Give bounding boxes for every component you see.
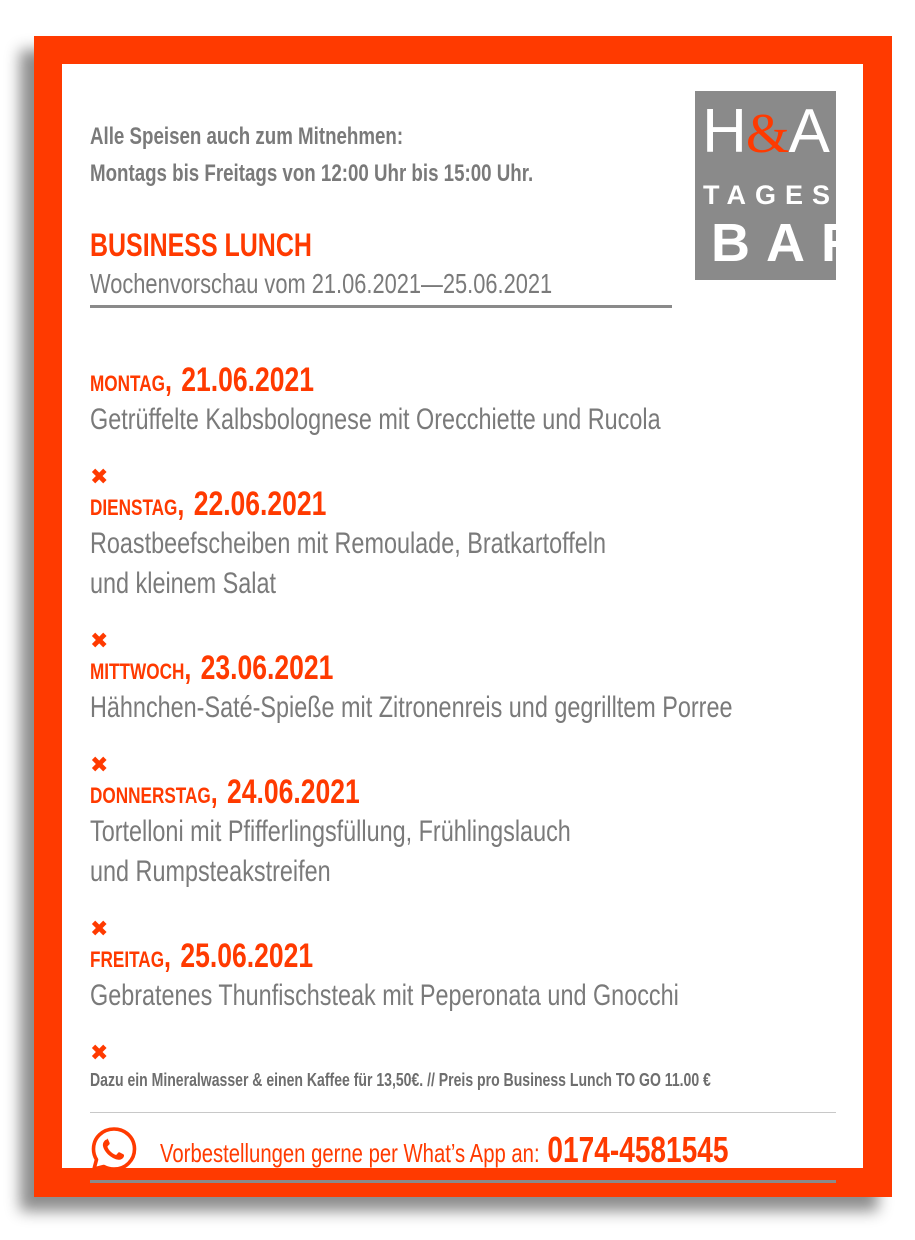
whatsapp-icon[interactable] xyxy=(90,1125,138,1173)
logo-tages: TAGES xyxy=(703,180,840,210)
day-date: 24.06.2021 xyxy=(227,773,360,811)
logo-bar: BAR xyxy=(711,213,876,273)
price-note: Dazu ein Mineralwasser & einen Kaffee für 13,50€. // Preis pro Business Lunch TO GO 11.00 € xyxy=(90,1070,711,1090)
takeaway-line-2: Montags bis Freitags von 12:00 Uhr bis 15:00 Uhr. xyxy=(90,160,534,187)
dish-line: Hähnchen-Saté-Spieße mit Zitronenreis und gegrilltem Porree xyxy=(90,691,733,724)
footer-divider xyxy=(90,1112,836,1113)
day-name: DIENSTAG xyxy=(90,495,178,520)
day-date: 22.06.2021 xyxy=(193,485,327,523)
day-monday: MONTAG, 21.06.2021 Getrüffelte Kalbsbolognese mit Orecchiette und Rucola xyxy=(90,360,822,440)
phone-number[interactable]: 0174-4581545 xyxy=(547,1129,729,1170)
dish-line: Tortelloni mit Pfifferlingsfüllung, Frühlingslauch xyxy=(90,815,571,848)
takeaway-line-1: Alle Speisen auch zum Mitnehmen: xyxy=(90,123,404,150)
separator-icon: ✖ xyxy=(90,1040,109,1065)
separator-icon: ✖ xyxy=(90,916,109,941)
menu-card xyxy=(62,64,876,1170)
week-preview: Wochenvorschau vom 21.06.2021—25.06.2021 xyxy=(90,268,553,299)
bottom-divider xyxy=(90,1180,836,1183)
separator-icon: ✖ xyxy=(90,464,109,489)
dish-line: Gebratenes Thunfischsteak mit Peperonata und Gnocchi xyxy=(90,979,679,1012)
separator-icon: ✖ xyxy=(90,628,109,653)
logo xyxy=(695,91,876,280)
day-thursday: DONNERSTAG, 24.06.2021 Tortelloni mit Pfifferlingsfüllung, Frühlingslauch und Rumpsteakstreifen xyxy=(90,772,706,892)
day-name: DONNERSTAG xyxy=(90,783,211,808)
dish-line: und kleinem Salat xyxy=(90,567,277,600)
dish-line: und Rumpsteakstreifen xyxy=(90,855,331,888)
day-wednesday: MITTWOCH, 23.06.2021 Hähnchen-Saté-Spieße mit Zitronenreis und gegrilltem Porree xyxy=(90,648,914,728)
header-divider xyxy=(90,305,672,308)
day-date: 25.06.2021 xyxy=(180,937,314,975)
logo-monogram: H&A xyxy=(702,97,829,166)
page-title: BUSINESS LUNCH xyxy=(90,227,312,263)
day-date: 21.06.2021 xyxy=(181,361,315,399)
menu-frame xyxy=(34,36,892,1197)
takeaway-info xyxy=(90,118,658,192)
day-name: MITTWOCH xyxy=(90,659,185,684)
preorder-text: Vorbestellungen gerne per What’s App an: xyxy=(160,1138,540,1168)
dish-line: Getrüffelte Kalbsbolognese mit Orecchiette und Rucola xyxy=(90,403,661,436)
day-tuesday: DIENSTAG, 22.06.2021 Roastbeefscheiben mit Remoulade, Bratkartoffeln und kleinem Salat xyxy=(90,484,751,604)
separator-icon: ✖ xyxy=(90,752,109,777)
day-name: FREITAG xyxy=(90,947,165,972)
dish-line: Roastbeefscheiben mit Remoulade, Bratkartoffeln xyxy=(90,527,606,560)
day-date: 23.06.2021 xyxy=(200,649,334,687)
day-name: MONTAG xyxy=(90,371,165,396)
preorder-line xyxy=(160,1128,889,1172)
day-friday: FREITAG, 25.06.2021 Gebratenes Thunfischsteak mit Peperonata und Gnocchi xyxy=(90,936,845,1016)
